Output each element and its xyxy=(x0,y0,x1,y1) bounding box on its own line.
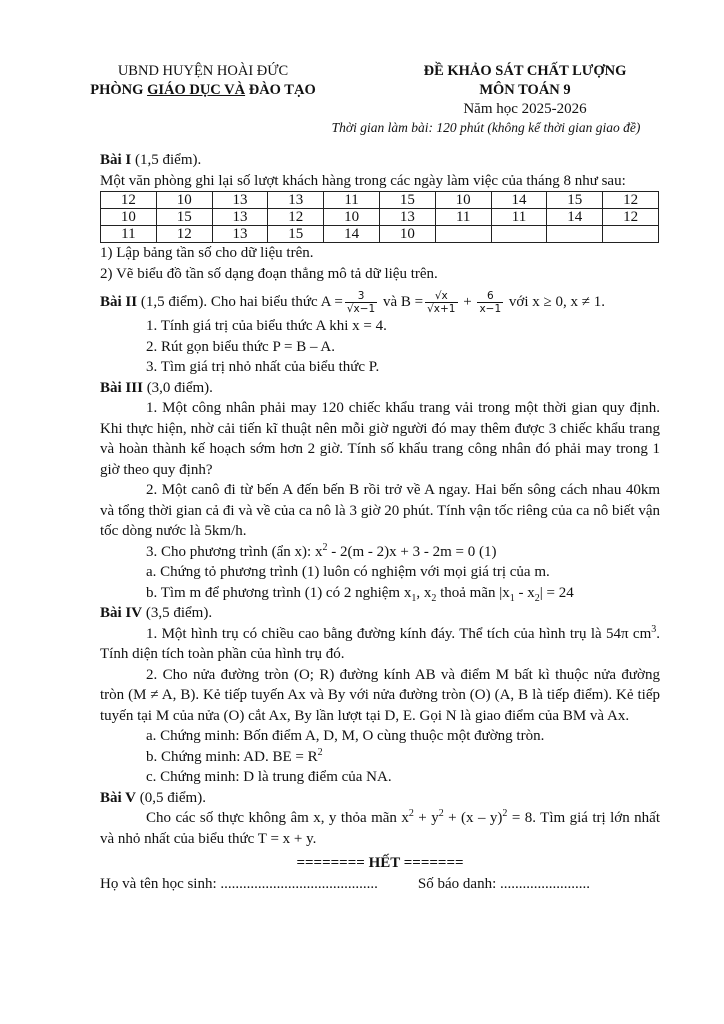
table-cell: 11 xyxy=(324,192,380,209)
exam-title: ĐỀ KHẢO SÁT CHẤT LƯỢNG xyxy=(423,63,627,79)
table-cell: 15 xyxy=(547,192,603,209)
bai2-q2: 2. Rút gọn biểu thức P = B – A. xyxy=(146,338,335,355)
fraction-a: $\frac{3}{√x-1}$ xyxy=(346,290,376,316)
table-cell xyxy=(603,226,659,243)
table-cell: 14 xyxy=(324,226,380,243)
header-left xyxy=(78,62,328,100)
candidate-number-line: Số báo danh: ........................ xyxy=(417,875,590,892)
bai4-p2: 2. Cho nửa đường tròn (O; R) đường kính AB và điểm M bất kì thuộc nửa đường tròn (M ≠ A, B). Kẻ tiếp tuyến Ax và By với nửa đường tròn (O) (A, B là tiếp điểm). Kẻ tiếp tuyến tại M của nửa (O) cắt Ax, By lần lượt tại D, E. Gọi N là giao điểm của BM và Ax. xyxy=(100,666,660,724)
table-cell: 13 xyxy=(379,209,435,226)
table-cell: 15 xyxy=(379,192,435,209)
subject: MÔN TOÁN 9 xyxy=(479,82,571,98)
data-table xyxy=(100,191,659,243)
table-cell: 14 xyxy=(547,209,603,226)
table-cell: 13 xyxy=(212,209,268,226)
table-cell: 11 xyxy=(491,209,547,226)
table-cell: 13 xyxy=(212,226,268,243)
bai3-p1: 1. Một công nhân phải may 120 chiếc khẩu trang vải trong một thời gian quy định. Khi thực hiện, nhờ cải tiến kĩ thuật nên mỗi giờ người đó may thêm được 3 chiếc khẩu trang và hoàn thành kế hoạch sớm hơn 2 giờ. Tính số khẩu trang công nhân đó phải may trong 1 giờ theo quy định? xyxy=(100,400,660,478)
bai1-q2: 2) Vẽ biểu đồ tần số dạng đoạn thẳng mô tả dữ liệu trên. xyxy=(100,265,438,282)
footer xyxy=(100,874,660,895)
table-cell: 11 xyxy=(101,226,157,243)
table-cell: 15 xyxy=(268,226,324,243)
bai4-heading: Bài IV (3,5 điểm). xyxy=(100,605,213,621)
table-cell: 12 xyxy=(101,192,157,209)
table-cell: 12 xyxy=(603,192,659,209)
bai5-heading: Bài V (0,5 điểm). xyxy=(100,789,206,806)
bai5-text: Cho các số thực không âm x, y thỏa mãn $x^2 + y^2 + (x - y)^2 = 8$. Tìm giá trị lớn nhất và nhỏ nhất của biểu thức T = x + y. xyxy=(100,808,660,847)
school-year: Năm học 2025-2026 xyxy=(463,101,587,117)
bai4-b: b. Chứng minh: AD. BE = $R^2$ xyxy=(146,746,323,765)
bai3-p3a: a. Chứng tỏ phương trình (1) luôn có nghiệm với mọi giá trị của m. xyxy=(146,564,550,580)
header-right xyxy=(400,62,650,119)
table-row xyxy=(101,192,659,209)
table-cell: 10 xyxy=(324,209,380,226)
bai2-q1: 1. Tính giá trị của biểu thức A khi x = 4. xyxy=(146,318,387,334)
table-cell: 11 xyxy=(435,209,491,226)
table-cell xyxy=(435,226,491,243)
bai3-p2: 2. Một canô đi từ bến A đến bến B rồi trở về A ngay. Hai bến sông cách nhau 40km và tổng thời gian cả đi và về của ca nô là 3 giờ 20 phút. Tính vận tốc riêng của ca nô biết vận tốc dòng nước là 5km/h. xyxy=(100,482,660,539)
bai4-c: c. Chứng minh: D là trung điểm của NA. xyxy=(146,769,392,785)
bai2-q3: 3. Tìm giá trị nhỏ nhất của biểu thức P. xyxy=(146,359,380,375)
table-cell: 10 xyxy=(156,192,212,209)
bai3-heading: Bài III (3,0 điểm). xyxy=(100,379,213,396)
table-cell: 10 xyxy=(101,209,157,226)
fraction-b1: $\frac{√x}{√x+1}$ xyxy=(427,290,456,316)
bai3-p3: 3. Cho phương trình (ẩn x): $x^2 - 2(m - 2)x + 3 - 2m = 0$ (1) xyxy=(146,541,497,560)
bai4-a: a. Chứng minh: Bốn điểm A, D, M, O cùng thuộc một đường tròn. xyxy=(146,728,545,744)
office-name: PHÒNG GIÁO DỤC VÀ ĐÀO TẠO xyxy=(90,82,316,98)
bai1-q1: 1) Lập bảng tần số cho dữ liệu trên. xyxy=(100,245,314,261)
bai3-p3b: b. Tìm m để phương trình (1) có 2 nghiệm $x_1$, $x_2$ thoả mãn $|x_1 - x_2| = 24$ xyxy=(146,584,574,604)
table-cell: 12 xyxy=(603,209,659,226)
table-cell: 12 xyxy=(156,226,212,243)
department-name: UBND HUYỆN HOÀI ĐỨC xyxy=(117,63,289,79)
table-cell: 10 xyxy=(379,226,435,243)
table-cell: 14 xyxy=(491,192,547,209)
table-cell xyxy=(547,226,603,243)
student-name-line: Họ và tên học sinh: .......................................... xyxy=(100,875,378,892)
table-cell: 10 xyxy=(435,192,491,209)
end-marker: ======== HẾT ======= xyxy=(296,855,464,871)
time-note: Thời gian làm bài: 120 phút (không kể thời gian giao đề) xyxy=(331,120,641,135)
bai4-p1: 1. Một hình trụ có chiều cao bằng đường kính đáy. Thể tích của hình trụ là 54π $cm^3$. Tính diện tích toàn phần của hình trụ đó. xyxy=(100,623,660,662)
table-row xyxy=(101,226,659,243)
bai2-heading: Bài II (1,5 điểm). Cho hai biểu thức A = $\frac{3}{√x-1}$ và B = $\frac{√x}{√x+1}$ + $\frac{6}{x-1}$ với x ≥ 0, x ≠ 1. xyxy=(100,290,605,316)
table-cell: 13 xyxy=(268,192,324,209)
table-cell: 13 xyxy=(212,192,268,209)
table-cell: 15 xyxy=(156,209,212,226)
exam-content xyxy=(100,150,660,894)
table-cell: 12 xyxy=(268,209,324,226)
table-row xyxy=(101,209,659,226)
bai1-heading: Bài I (1,5 điểm). xyxy=(100,152,202,168)
table-cell xyxy=(491,226,547,243)
fraction-b2: $\frac{6}{x-1}$ xyxy=(479,290,502,316)
bai1-intro: Một văn phòng ghi lại số lượt khách hàng trong các ngày làm việc của tháng 8 như sau: xyxy=(100,172,626,189)
